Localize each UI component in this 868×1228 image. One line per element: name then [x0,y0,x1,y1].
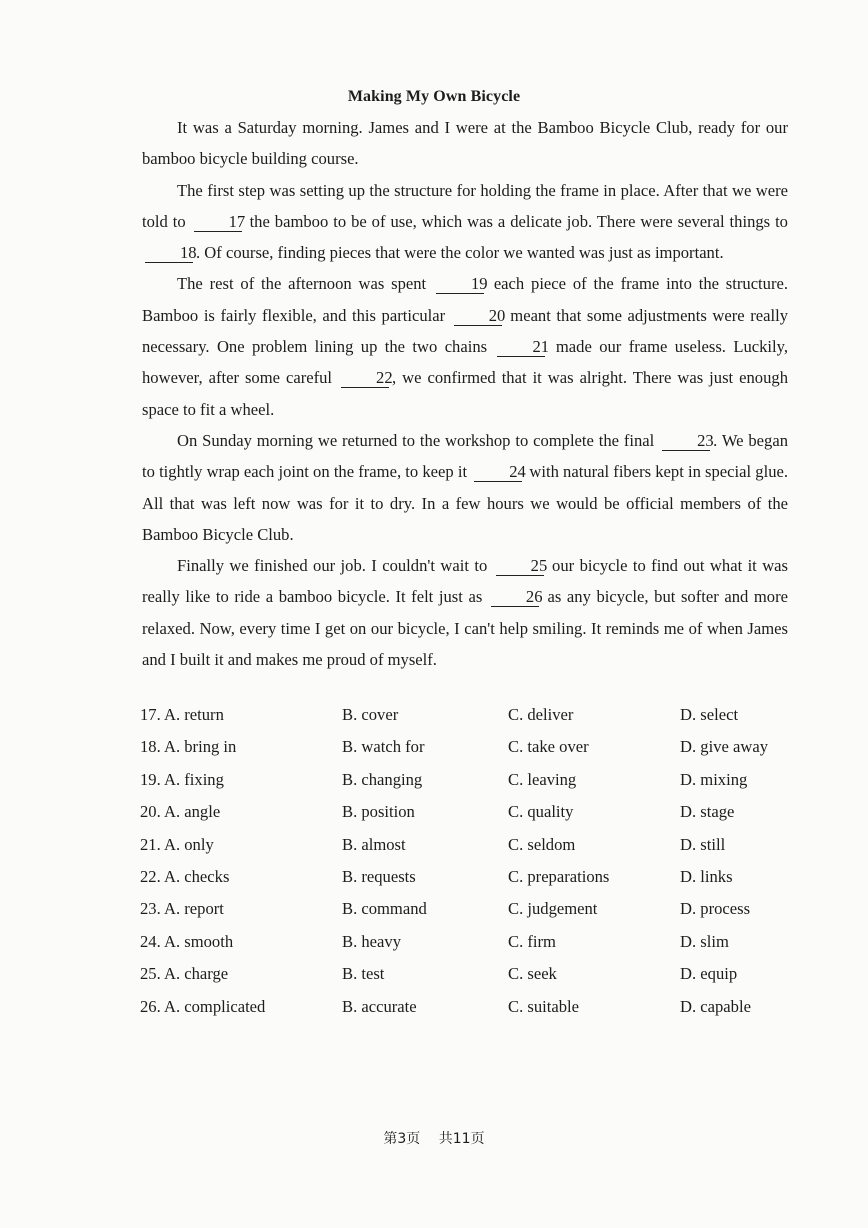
option-a: 17. A. return [140,705,224,724]
question-row [140,964,790,996]
option-d: D. equip [680,964,738,984]
option-d: D. capable [680,996,751,1016]
answer-options [140,705,790,1029]
option-b: B. requests [342,866,416,886]
option-c: C. quality [508,802,574,822]
question-row [140,835,790,867]
option-a: 25. A. charge [140,964,229,984]
option-d: D. stage [680,802,735,822]
option-c: C. seldom [508,834,576,854]
question-row [140,770,790,802]
blank-19: 19 [436,274,484,294]
option-b: B. test [342,964,385,984]
option-a: 18. A. bring in [140,737,237,757]
option-c: C. leaving [508,769,577,789]
option-c: C. deliver [508,705,574,724]
blank-22: 22 [341,368,389,388]
passage-text: . Of course, finding pieces that were the color we wanted was just as important. [196,243,724,263]
page-total: 共11页 [438,1131,485,1147]
blank-25: 25 [496,556,544,576]
cloze-passage [142,112,788,675]
passage-paragraph [142,268,788,424]
passage-text: with natural fibers kept in special glue. All that was left now was for it to dry. In a few hours we would be official members of the Bamboo Bicycle Club. [142,462,789,544]
option-a: 26. A. complicated [140,996,266,1016]
question-row [140,705,790,737]
option-a: 22. A. checks [140,866,230,886]
blank-18: 18 [145,243,193,263]
blank-24: 24 [474,462,522,482]
passage-text: . We began to tightly wrap each joint on the frame, to keep it [142,430,788,482]
option-a: 19. A. fixing [140,769,224,789]
passage-text: Finally we finished our job. I couldn't wait to [177,556,493,576]
page-number: 第3页 [383,1131,421,1147]
option-c: C. preparations [508,866,610,886]
passage-text: the bamboo to be of use, which was a delicate job. There were several things to [244,211,788,231]
passage-text: The rest of the afternoon was spent [177,274,433,294]
passage-text: meant that some adjustments were really necessary. One problem lining up the two chains [142,305,788,357]
passage-paragraph [142,550,788,675]
option-a: 20. A. angle [140,802,221,822]
blank-20: 20 [454,306,502,326]
passage-paragraph [142,175,788,269]
option-d: D. still [680,834,726,854]
question-row [140,802,790,834]
question-row [140,867,790,899]
passage-paragraph [142,112,788,175]
option-c: C. seek [508,964,557,984]
question-row [140,737,790,769]
option-c: C. judgement [508,899,598,919]
option-b: B. position [342,802,415,822]
option-d: D. mixing [680,769,748,789]
option-d: D. links [680,866,733,886]
passage-text: , we confirmed that it was alright. There was just enough space to fit a wheel. [142,368,788,419]
question-row [140,932,790,964]
option-b: B. accurate [342,996,417,1016]
option-b: B. cover [342,705,399,724]
passage-text: It was a Saturday morning. James and I were at the Bamboo Bicycle Club, ready for our bamboo bicycle building course. [142,118,788,169]
passage-text: On Sunday morning we returned to the workshop to complete the final [177,430,660,450]
passage-text: made our frame useless. Luckily, however, after some careful [142,337,789,388]
option-d: D. select [680,705,739,724]
option-d: D. give away [680,737,769,757]
passage-text: The first step was setting up the structure for holding the frame in place. After that we were told to [142,180,788,231]
option-b: B. command [342,899,427,919]
page-footer [0,1128,868,1148]
option-b: B. heavy [342,931,401,951]
option-b: B. almost [342,834,406,854]
option-b: B. changing [342,769,423,789]
option-d: D. slim [680,931,729,951]
passage-text: our bicycle to find out what it was really like to ride a bamboo bicycle. It felt just as [142,556,788,607]
blank-21: 21 [497,337,545,357]
option-a: 23. A. report [140,899,224,919]
option-b: B. watch for [342,737,425,757]
option-a: 24. A. smooth [140,931,234,951]
passage-text: as any bicycle, but softer and more relaxed. Now, every time I get on our bicycle, I can't help smiling. It reminds me of when James and I built it and makes me proud of myself. [142,587,788,670]
question-row [140,899,790,931]
passage-title: Making My Own Bicycle [347,88,521,105]
option-c: C. firm [508,931,556,951]
option-c: C. take over [508,737,589,757]
option-d: D. process [680,899,751,919]
passage-paragraph [142,425,788,550]
option-a: 21. A. only [140,834,214,854]
blank-26: 26 [491,587,539,607]
passage-text: each piece of the frame into the structure. Bamboo is fairly flexible, and this particular [142,274,789,325]
question-row [140,997,790,1029]
blank-23: 23 [662,431,710,451]
blank-17: 17 [194,212,242,232]
option-c: C. suitable [508,996,579,1016]
